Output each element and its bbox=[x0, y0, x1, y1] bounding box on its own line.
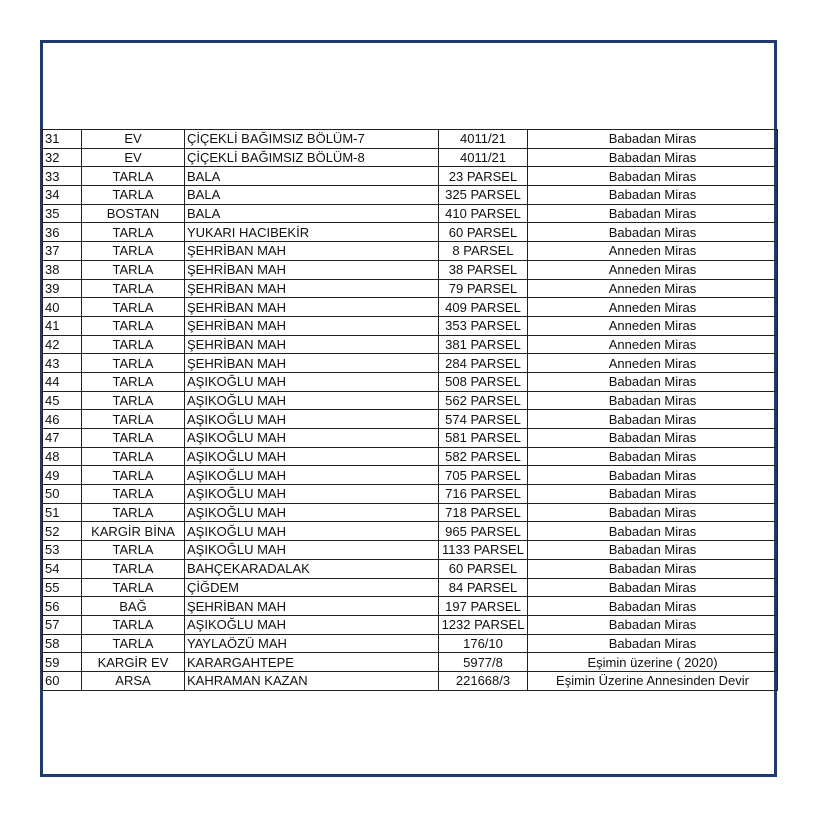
property-location-cell: ŞEHRİBAN MAH bbox=[185, 597, 439, 616]
row-number-cell: 49 bbox=[43, 466, 82, 485]
property-type-cell: KARGİR EV bbox=[82, 653, 185, 672]
property-location-cell: BALA bbox=[185, 167, 439, 186]
property-location-cell: BALA bbox=[185, 204, 439, 223]
acquisition-method-cell: Anneden Miras bbox=[528, 260, 778, 279]
row-number-cell: 40 bbox=[43, 298, 82, 317]
property-location-cell: KAHRAMAN KAZAN bbox=[185, 671, 439, 690]
parcel-number-cell: 716 PARSEL bbox=[439, 485, 528, 504]
row-number-cell: 51 bbox=[43, 503, 82, 522]
parcel-number-cell: 221668/3 bbox=[439, 671, 528, 690]
property-type-cell: TARLA bbox=[82, 186, 185, 205]
table-row bbox=[43, 260, 778, 279]
parcel-number-cell: 284 PARSEL bbox=[439, 354, 528, 373]
acquisition-method-cell: Babadan Miras bbox=[528, 429, 778, 448]
row-number-cell: 57 bbox=[43, 615, 82, 634]
table-row bbox=[43, 130, 778, 149]
table-row bbox=[43, 466, 778, 485]
property-type-cell: TARLA bbox=[82, 447, 185, 466]
row-number-cell: 36 bbox=[43, 223, 82, 242]
property-location-cell: ÇİÇEKLİ BAĞIMSIZ BÖLÜM-8 bbox=[185, 148, 439, 167]
row-number-cell: 56 bbox=[43, 597, 82, 616]
parcel-number-cell: 60 PARSEL bbox=[439, 559, 528, 578]
row-number-cell: 47 bbox=[43, 429, 82, 448]
property-type-cell: TARLA bbox=[82, 316, 185, 335]
property-location-cell: AŞIKOĞLU MAH bbox=[185, 503, 439, 522]
property-type-cell: TARLA bbox=[82, 354, 185, 373]
property-type-cell: ARSA bbox=[82, 671, 185, 690]
property-location-cell: AŞIKOĞLU MAH bbox=[185, 466, 439, 485]
table-row bbox=[43, 167, 778, 186]
property-location-cell: ŞEHRİBAN MAH bbox=[185, 242, 439, 261]
property-location-cell: AŞIKOĞLU MAH bbox=[185, 372, 439, 391]
property-location-cell: ÇİĞDEM bbox=[185, 578, 439, 597]
parcel-number-cell: 381 PARSEL bbox=[439, 335, 528, 354]
acquisition-method-cell: Babadan Miras bbox=[528, 186, 778, 205]
row-number-cell: 39 bbox=[43, 279, 82, 298]
row-number-cell: 41 bbox=[43, 316, 82, 335]
property-table-body bbox=[43, 130, 778, 691]
parcel-number-cell: 581 PARSEL bbox=[439, 429, 528, 448]
parcel-number-cell: 409 PARSEL bbox=[439, 298, 528, 317]
property-location-cell: YAYLAÖZÜ MAH bbox=[185, 634, 439, 653]
table-row bbox=[43, 634, 778, 653]
property-type-cell: TARLA bbox=[82, 578, 185, 597]
property-type-cell: EV bbox=[82, 130, 185, 149]
parcel-number-cell: 718 PARSEL bbox=[439, 503, 528, 522]
property-location-cell: ŞEHRİBAN MAH bbox=[185, 279, 439, 298]
property-type-cell: TARLA bbox=[82, 391, 185, 410]
row-number-cell: 55 bbox=[43, 578, 82, 597]
table-row bbox=[43, 298, 778, 317]
property-type-cell: TARLA bbox=[82, 335, 185, 354]
property-table bbox=[42, 129, 778, 691]
table-row bbox=[43, 204, 778, 223]
property-location-cell: YUKARI HACIBEKİR bbox=[185, 223, 439, 242]
parcel-number-cell: 8 PARSEL bbox=[439, 242, 528, 261]
property-type-cell: TARLA bbox=[82, 372, 185, 391]
parcel-number-cell: 23 PARSEL bbox=[439, 167, 528, 186]
acquisition-method-cell: Babadan Miras bbox=[528, 597, 778, 616]
property-type-cell: TARLA bbox=[82, 298, 185, 317]
row-number-cell: 33 bbox=[43, 167, 82, 186]
table-row bbox=[43, 522, 778, 541]
table-row bbox=[43, 447, 778, 466]
parcel-number-cell: 1232 PARSEL bbox=[439, 615, 528, 634]
row-number-cell: 38 bbox=[43, 260, 82, 279]
parcel-number-cell: 325 PARSEL bbox=[439, 186, 528, 205]
row-number-cell: 59 bbox=[43, 653, 82, 672]
table-row bbox=[43, 242, 778, 261]
acquisition-method-cell: Babadan Miras bbox=[528, 391, 778, 410]
parcel-number-cell: 60 PARSEL bbox=[439, 223, 528, 242]
parcel-number-cell: 4011/21 bbox=[439, 130, 528, 149]
row-number-cell: 53 bbox=[43, 541, 82, 560]
acquisition-method-cell: Anneden Miras bbox=[528, 335, 778, 354]
row-number-cell: 45 bbox=[43, 391, 82, 410]
row-number-cell: 50 bbox=[43, 485, 82, 504]
property-type-cell: TARLA bbox=[82, 615, 185, 634]
acquisition-method-cell: Babadan Miras bbox=[528, 204, 778, 223]
property-type-cell: TARLA bbox=[82, 242, 185, 261]
acquisition-method-cell: Eşimin Üzerine Annesinden Devir bbox=[528, 671, 778, 690]
acquisition-method-cell: Babadan Miras bbox=[528, 466, 778, 485]
property-type-cell: TARLA bbox=[82, 429, 185, 448]
property-location-cell: BALA bbox=[185, 186, 439, 205]
parcel-number-cell: 562 PARSEL bbox=[439, 391, 528, 410]
row-number-cell: 60 bbox=[43, 671, 82, 690]
acquisition-method-cell: Babadan Miras bbox=[528, 223, 778, 242]
acquisition-method-cell: Anneden Miras bbox=[528, 242, 778, 261]
property-location-cell: BAHÇEKARADALAK bbox=[185, 559, 439, 578]
property-location-cell: AŞIKOĞLU MAH bbox=[185, 615, 439, 634]
acquisition-method-cell: Babadan Miras bbox=[528, 410, 778, 429]
table-row bbox=[43, 485, 778, 504]
table-row bbox=[43, 223, 778, 242]
parcel-number-cell: 1133 PARSEL bbox=[439, 541, 528, 560]
property-type-cell: BAĞ bbox=[82, 597, 185, 616]
parcel-number-cell: 965 PARSEL bbox=[439, 522, 528, 541]
parcel-number-cell: 176/10 bbox=[439, 634, 528, 653]
row-number-cell: 31 bbox=[43, 130, 82, 149]
table-row bbox=[43, 503, 778, 522]
acquisition-method-cell: Babadan Miras bbox=[528, 485, 778, 504]
acquisition-method-cell: Babadan Miras bbox=[528, 148, 778, 167]
property-location-cell: AŞIKOĞLU MAH bbox=[185, 410, 439, 429]
acquisition-method-cell: Babadan Miras bbox=[528, 615, 778, 634]
property-type-cell: TARLA bbox=[82, 279, 185, 298]
row-number-cell: 37 bbox=[43, 242, 82, 261]
row-number-cell: 35 bbox=[43, 204, 82, 223]
row-number-cell: 44 bbox=[43, 372, 82, 391]
property-location-cell: AŞIKOĞLU MAH bbox=[185, 541, 439, 560]
property-type-cell: BOSTAN bbox=[82, 204, 185, 223]
table-row bbox=[43, 354, 778, 373]
property-location-cell: AŞIKOĞLU MAH bbox=[185, 485, 439, 504]
row-number-cell: 42 bbox=[43, 335, 82, 354]
parcel-number-cell: 410 PARSEL bbox=[439, 204, 528, 223]
row-number-cell: 43 bbox=[43, 354, 82, 373]
property-location-cell: AŞIKOĞLU MAH bbox=[185, 522, 439, 541]
acquisition-method-cell: Eşimin üzerine ( 2020) bbox=[528, 653, 778, 672]
table-row bbox=[43, 279, 778, 298]
property-location-cell: ŞEHRİBAN MAH bbox=[185, 354, 439, 373]
property-type-cell: TARLA bbox=[82, 466, 185, 485]
table-row bbox=[43, 578, 778, 597]
acquisition-method-cell: Babadan Miras bbox=[528, 634, 778, 653]
property-location-cell: KARARGAHTEPE bbox=[185, 653, 439, 672]
acquisition-method-cell: Anneden Miras bbox=[528, 316, 778, 335]
property-type-cell: KARGİR BİNA bbox=[82, 522, 185, 541]
row-number-cell: 54 bbox=[43, 559, 82, 578]
table-row bbox=[43, 391, 778, 410]
property-type-cell: TARLA bbox=[82, 260, 185, 279]
property-type-cell: EV bbox=[82, 148, 185, 167]
property-type-cell: TARLA bbox=[82, 559, 185, 578]
table-row bbox=[43, 597, 778, 616]
parcel-number-cell: 353 PARSEL bbox=[439, 316, 528, 335]
parcel-number-cell: 574 PARSEL bbox=[439, 410, 528, 429]
parcel-number-cell: 582 PARSEL bbox=[439, 447, 528, 466]
property-type-cell: TARLA bbox=[82, 223, 185, 242]
acquisition-method-cell: Anneden Miras bbox=[528, 298, 778, 317]
table-row bbox=[43, 429, 778, 448]
property-type-cell: TARLA bbox=[82, 503, 185, 522]
acquisition-method-cell: Babadan Miras bbox=[528, 130, 778, 149]
table-row bbox=[43, 671, 778, 690]
acquisition-method-cell: Babadan Miras bbox=[528, 522, 778, 541]
parcel-number-cell: 197 PARSEL bbox=[439, 597, 528, 616]
row-number-cell: 32 bbox=[43, 148, 82, 167]
parcel-number-cell: 508 PARSEL bbox=[439, 372, 528, 391]
property-type-cell: TARLA bbox=[82, 167, 185, 186]
acquisition-method-cell: Babadan Miras bbox=[528, 541, 778, 560]
acquisition-method-cell: Anneden Miras bbox=[528, 354, 778, 373]
table-row bbox=[43, 316, 778, 335]
property-type-cell: TARLA bbox=[82, 410, 185, 429]
table-row bbox=[43, 559, 778, 578]
property-location-cell: ŞEHRİBAN MAH bbox=[185, 335, 439, 354]
table-row bbox=[43, 186, 778, 205]
property-location-cell: ÇİÇEKLİ BAĞIMSIZ BÖLÜM-7 bbox=[185, 130, 439, 149]
property-location-cell: ŞEHRİBAN MAH bbox=[185, 260, 439, 279]
row-number-cell: 48 bbox=[43, 447, 82, 466]
row-number-cell: 52 bbox=[43, 522, 82, 541]
acquisition-method-cell: Babadan Miras bbox=[528, 559, 778, 578]
parcel-number-cell: 5977/8 bbox=[439, 653, 528, 672]
property-location-cell: AŞIKOĞLU MAH bbox=[185, 447, 439, 466]
acquisition-method-cell: Babadan Miras bbox=[528, 167, 778, 186]
table-row bbox=[43, 615, 778, 634]
property-location-cell: AŞIKOĞLU MAH bbox=[185, 391, 439, 410]
acquisition-method-cell: Babadan Miras bbox=[528, 578, 778, 597]
row-number-cell: 34 bbox=[43, 186, 82, 205]
table-row bbox=[43, 410, 778, 429]
row-number-cell: 58 bbox=[43, 634, 82, 653]
property-type-cell: TARLA bbox=[82, 634, 185, 653]
table-row bbox=[43, 148, 778, 167]
row-number-cell: 46 bbox=[43, 410, 82, 429]
property-location-cell: AŞIKOĞLU MAH bbox=[185, 429, 439, 448]
table-row bbox=[43, 541, 778, 560]
property-type-cell: TARLA bbox=[82, 541, 185, 560]
parcel-number-cell: 84 PARSEL bbox=[439, 578, 528, 597]
acquisition-method-cell: Babadan Miras bbox=[528, 503, 778, 522]
property-type-cell: TARLA bbox=[82, 485, 185, 504]
parcel-number-cell: 79 PARSEL bbox=[439, 279, 528, 298]
parcel-number-cell: 705 PARSEL bbox=[439, 466, 528, 485]
property-location-cell: ŞEHRİBAN MAH bbox=[185, 298, 439, 317]
table-row bbox=[43, 335, 778, 354]
property-location-cell: ŞEHRİBAN MAH bbox=[185, 316, 439, 335]
table-row bbox=[43, 372, 778, 391]
parcel-number-cell: 38 PARSEL bbox=[439, 260, 528, 279]
parcel-number-cell: 4011/21 bbox=[439, 148, 528, 167]
table-row bbox=[43, 653, 778, 672]
acquisition-method-cell: Babadan Miras bbox=[528, 447, 778, 466]
acquisition-method-cell: Babadan Miras bbox=[528, 372, 778, 391]
acquisition-method-cell: Anneden Miras bbox=[528, 279, 778, 298]
